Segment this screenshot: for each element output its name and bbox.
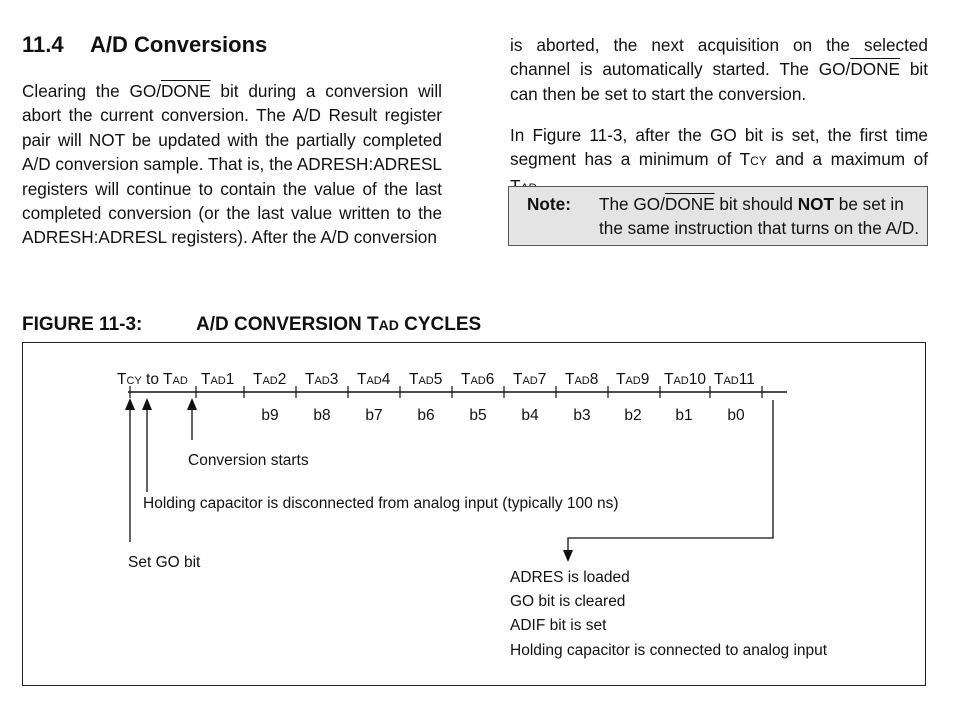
small-caps: AD	[418, 375, 434, 387]
bit-label: b7	[365, 407, 383, 424]
text-run: T	[714, 371, 724, 388]
small-caps: AD	[210, 375, 226, 387]
small-caps: AD	[673, 375, 689, 387]
outcome-item: ADRES is loaded	[510, 569, 630, 586]
cycle-label	[513, 371, 546, 389]
figure-number: FIGURE 11-3:	[22, 314, 143, 335]
small-caps: AD	[314, 375, 330, 387]
text-run: In Figure 11-3, after the GO bit is set, the first time segment has a minimum of T	[510, 125, 928, 170]
cycle-label	[461, 371, 494, 389]
text-run: T	[664, 371, 674, 388]
cycle-label	[664, 371, 706, 389]
text-run: to T	[141, 371, 173, 388]
done-overline: DONE	[664, 194, 715, 214]
text-run: T	[513, 371, 523, 388]
cycle-label	[201, 371, 234, 389]
text-run: T	[616, 371, 626, 388]
text-run: Clearing the GO/	[22, 81, 161, 101]
bit-label: b0	[727, 407, 745, 424]
cycle-label	[409, 371, 442, 389]
text-run: is aborted, the next acquisition on the selected channel is automatically started. The GO/	[510, 35, 928, 80]
section-title: A/D Conversions	[90, 32, 268, 57]
text-run: T	[201, 371, 211, 388]
text-run: 4	[381, 371, 391, 388]
bit-label: b5	[469, 407, 487, 424]
holding-disconnected-label: Holding capacitor is disconnected from analog input (typically 100 ns)	[143, 495, 619, 512]
set-go-bit-label: Set GO bit	[128, 554, 201, 571]
text-run: bit can then be set to start the conversion.	[510, 59, 928, 104]
small-caps: AD	[522, 375, 538, 387]
bit-label: b6	[417, 407, 435, 424]
text-run: T	[409, 371, 419, 388]
bit-label: b3	[573, 407, 591, 424]
text-run: 9	[640, 371, 650, 388]
cycle-label-tcy-to-tad	[117, 371, 188, 389]
cycle-label	[253, 371, 286, 389]
small-caps: AD	[574, 375, 590, 387]
text-run: 10	[688, 371, 706, 388]
cycle-label	[714, 371, 755, 389]
outcome-item: ADIF bit is set	[510, 617, 607, 635]
conversion-start-arrow	[187, 398, 197, 440]
text-run: T	[461, 371, 471, 388]
text-run: be set in the same instruction that turns on the A/D.	[599, 194, 920, 239]
bit-label: b1	[675, 407, 693, 424]
text-run: A/D CONVERSION T	[196, 314, 379, 335]
done-overline: DONE	[850, 59, 900, 80]
cycle-label	[357, 371, 390, 389]
text-run: 6	[485, 371, 495, 388]
outcome-item: GO bit is cleared	[510, 593, 626, 611]
small-caps: AD	[366, 375, 382, 387]
text-run: 3	[329, 371, 339, 388]
done-overline: DONE	[160, 81, 211, 101]
note-emphasis: NOT	[797, 194, 834, 214]
small-caps: AD	[262, 375, 278, 387]
text-run: bit should	[714, 194, 798, 214]
bit-label: b2	[624, 407, 642, 424]
small-caps: AD	[172, 375, 188, 387]
text-run: 5	[433, 371, 443, 388]
cycle-label	[616, 371, 649, 389]
holding-disconnect-arrow	[142, 398, 152, 492]
text-run: 1	[225, 371, 235, 388]
note-label: Note:	[527, 194, 571, 214]
small-caps: AD	[625, 375, 641, 387]
set-go-arrow	[125, 398, 135, 542]
text-run: T	[253, 371, 263, 388]
text-run: bit during a conversion will abort the current conversion. The A/D Result register pair will NOT be updated with the partially completed A/D conversion sample. That is, the ADRESH:ADRESL registers will continue to contain the value of the last completed conversion (or the last value written to the ADRESH:ADRESL registers). After the A/D conversion	[22, 81, 442, 248]
text-run: T	[117, 371, 127, 388]
text-run: 11	[738, 371, 755, 388]
bit-label: b9	[261, 407, 279, 424]
text-run: 8	[589, 371, 599, 388]
text-run: T	[357, 371, 367, 388]
outcome-list	[510, 566, 827, 663]
text-run: and a maximum of	[775, 149, 928, 170]
bit-label: b4	[521, 407, 539, 424]
text-run: 2	[277, 371, 287, 388]
small-caps: AD	[723, 375, 739, 387]
outcome-item: Holding capacitor is connected to analog input	[510, 641, 828, 659]
text-run: T	[305, 371, 315, 388]
cycle-label	[305, 371, 338, 389]
small-caps: AD	[470, 375, 486, 387]
cycle-label	[565, 371, 598, 389]
text-run: 7	[537, 371, 547, 388]
small-caps: CY	[750, 154, 767, 169]
bit-label: b8	[313, 407, 331, 424]
section-number: 11.4	[22, 32, 64, 57]
small-caps: CY	[126, 375, 142, 387]
text-run: T	[565, 371, 575, 388]
small-caps: AD	[378, 317, 399, 333]
text-run: The GO/	[599, 194, 665, 214]
conversion-starts-label: Conversion starts	[188, 452, 309, 469]
text-run: CYCLES	[398, 314, 482, 335]
